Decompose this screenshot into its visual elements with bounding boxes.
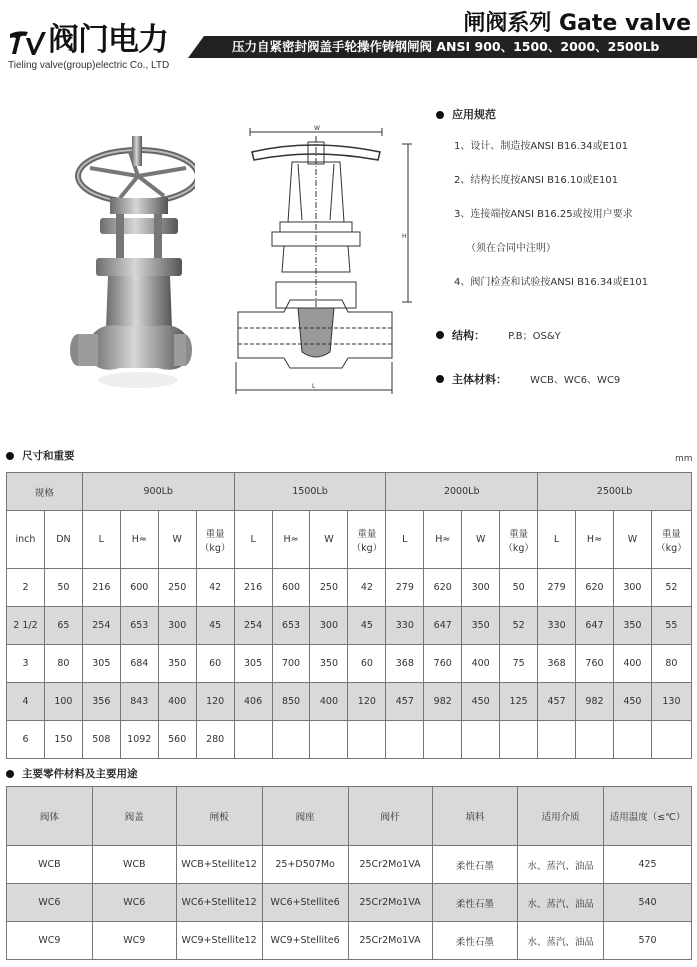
table-cell: 25Cr2Mo1VA (348, 922, 432, 960)
material-col-header: 阀体 (7, 787, 93, 846)
table-cell: 982 (576, 683, 614, 721)
table-cell: WC6 (92, 884, 176, 922)
col-header-h: H≈ (576, 511, 614, 569)
table-cell: 760 (576, 645, 614, 683)
table-cell: 250 (158, 569, 196, 607)
table-cell: 254 (82, 607, 120, 645)
table-row (7, 683, 692, 721)
table-cell: 279 (386, 569, 424, 607)
table-cell: 2 1/2 (7, 607, 45, 645)
col-header-weight: 重量（kg） (651, 511, 691, 569)
spec-item-4: 4、阀门检查和试验按ANSI B16.34或E101 (454, 277, 649, 288)
material-row (436, 368, 620, 387)
material-col-header: 适用介质 (518, 787, 604, 846)
table-cell: WCB+Stellite12 (176, 846, 262, 884)
table-row (7, 569, 692, 607)
table-cell: 305 (82, 645, 120, 683)
table-cell: 400 (158, 683, 196, 721)
product-title-bar: 压力自紧密封阀盖手轮操作铸钢闸阀 ANSI 900、1500、2000、2500Lb (188, 36, 697, 58)
table-cell: WCB (92, 846, 176, 884)
col-header-weight: 重量（kg） (500, 511, 538, 569)
table-cell: 982 (424, 683, 462, 721)
table-cell: WC9+Stellite6 (262, 922, 348, 960)
table-cell: 350 (158, 645, 196, 683)
drawing-w-label: W (314, 125, 320, 132)
table-cell: 368 (538, 645, 576, 683)
table-cell: 250 (310, 569, 348, 607)
table-cell: 25Cr2Mo1VA (348, 846, 432, 884)
bullet-icon (6, 452, 14, 460)
material-col-header: 阀杆 (348, 787, 432, 846)
table-cell: 457 (538, 683, 576, 721)
company-logo (8, 28, 46, 56)
spec-item-2: 2、结构长度按ANSI B16.10或E101 (454, 175, 619, 186)
table-cell: 647 (576, 607, 614, 645)
table-cell (651, 721, 691, 759)
material-col-header: 阀盖 (92, 787, 176, 846)
brand-subtitle: Tieling valve(group)electric Co., LTD (8, 60, 170, 71)
table-cell: 80 (44, 645, 82, 683)
class-header-2500: 2500Lb (538, 473, 692, 511)
table-cell: 700 (272, 645, 310, 683)
table-cell: 50 (500, 569, 538, 607)
table-cell: 柔性石墨 (432, 846, 518, 884)
table-row (7, 645, 692, 683)
unit-label: mm (675, 454, 693, 464)
col-header-weight: 重量（kg） (196, 511, 234, 569)
table-cell: 620 (576, 569, 614, 607)
table-cell (272, 721, 310, 759)
table-cell (348, 721, 386, 759)
table-cell: 508 (82, 721, 120, 759)
table-cell (386, 721, 424, 759)
table-cell: 254 (234, 607, 272, 645)
class-header-2000: 2000Lb (386, 473, 538, 511)
table-cell: 150 (44, 721, 82, 759)
col-header-w: W (310, 511, 348, 569)
table-cell: 42 (348, 569, 386, 607)
col-header-h: H≈ (424, 511, 462, 569)
table-cell: 130 (651, 683, 691, 721)
table-cell: WC6+Stellite12 (176, 884, 262, 922)
table-cell: 100 (44, 683, 82, 721)
table-cell: 330 (538, 607, 576, 645)
table-cell: 647 (424, 607, 462, 645)
table-cell: 350 (462, 607, 500, 645)
table-cell: 300 (462, 569, 500, 607)
table-cell: WC9 (92, 922, 176, 960)
table-cell: WCB (7, 846, 93, 884)
table-cell: 水、蒸汽、油品 (518, 884, 604, 922)
bullet-icon (436, 111, 444, 119)
table-cell: 653 (120, 607, 158, 645)
table-cell: 120 (348, 683, 386, 721)
drawing-l-label: L (312, 383, 316, 390)
table-cell: 45 (196, 607, 234, 645)
table-cell: 65 (44, 607, 82, 645)
table-cell: 柔性石墨 (432, 922, 518, 960)
table-cell: 水、蒸汽、油品 (518, 846, 604, 884)
table-row (7, 922, 692, 960)
table-row (7, 884, 692, 922)
table-cell: 柔性石墨 (432, 884, 518, 922)
table-cell: 55 (651, 607, 691, 645)
material-value: WCB、WC6、WC9 (530, 375, 621, 386)
class-header-1500: 1500Lb (234, 473, 386, 511)
spec-item-3: 3、连接端按ANSI B16.25或按用户要求 (454, 209, 633, 220)
table-row (7, 607, 692, 645)
table-cell: 52 (651, 569, 691, 607)
table-cell: 125 (500, 683, 538, 721)
table-cell: 60 (348, 645, 386, 683)
table-cell: WC9+Stellite12 (176, 922, 262, 960)
table-cell: 600 (120, 569, 158, 607)
table-cell: 330 (386, 607, 424, 645)
table-cell: 450 (462, 683, 500, 721)
table-cell: 850 (272, 683, 310, 721)
col-header-h: H≈ (272, 511, 310, 569)
col-header-weight: 重量（kg） (348, 511, 386, 569)
valve-photo (60, 128, 195, 393)
table-cell: 400 (310, 683, 348, 721)
table-cell (424, 721, 462, 759)
table-cell (538, 721, 576, 759)
col-header-w: W (613, 511, 651, 569)
col-header-h: H≈ (120, 511, 158, 569)
class-header-900: 900Lb (82, 473, 234, 511)
dimensions-title-text: 尺寸和重要 (22, 450, 75, 462)
table-cell: 6 (7, 721, 45, 759)
table-cell: 80 (651, 645, 691, 683)
dimensions-table (6, 472, 692, 759)
brand-name: 阀门电力 (48, 22, 168, 58)
table-cell: 570 (604, 922, 692, 960)
structure-label: 结构： (452, 329, 485, 342)
table-cell: 760 (424, 645, 462, 683)
table-cell: 350 (310, 645, 348, 683)
dimensions-title (6, 448, 75, 463)
table-cell: 457 (386, 683, 424, 721)
table-cell: 600 (272, 569, 310, 607)
table-cell: 400 (462, 645, 500, 683)
table-row (7, 846, 692, 884)
materials-title (6, 766, 138, 781)
table-cell: 400 (613, 645, 651, 683)
table-cell: 843 (120, 683, 158, 721)
material-col-header: 适用温度（≤℃） (604, 787, 692, 846)
table-cell: 1092 (120, 721, 158, 759)
col-header-l: L (386, 511, 424, 569)
table-cell: 450 (613, 683, 651, 721)
table-cell: WC6+Stellite6 (262, 884, 348, 922)
table-cell: 25+D507Mo (262, 846, 348, 884)
table-cell: 25Cr2Mo1VA (348, 884, 432, 922)
table-cell (234, 721, 272, 759)
table-cell: 300 (613, 569, 651, 607)
table-cell: 300 (310, 607, 348, 645)
bullet-icon (6, 770, 14, 778)
table-cell: 653 (272, 607, 310, 645)
spec-heading-text: 应用规范 (452, 108, 496, 121)
col-header-w: W (158, 511, 196, 569)
spec-heading (436, 106, 496, 122)
valve-technical-drawing (232, 122, 412, 397)
structure-row (436, 324, 561, 343)
table-cell (613, 721, 651, 759)
table-cell: 75 (500, 645, 538, 683)
materials-table (6, 786, 692, 960)
table-cell: 305 (234, 645, 272, 683)
table-cell (310, 721, 348, 759)
table-cell: 406 (234, 683, 272, 721)
table-cell: 216 (234, 569, 272, 607)
table-cell: 350 (613, 607, 651, 645)
drawing-h-label: H (402, 233, 407, 240)
table-cell: WC6 (7, 884, 93, 922)
bullet-icon (436, 331, 444, 339)
table-cell: 300 (158, 607, 196, 645)
col-header-w: W (462, 511, 500, 569)
materials-title-text: 主要零件材料及主要用途 (22, 768, 138, 780)
table-cell: 560 (158, 721, 196, 759)
material-col-header: 填料 (432, 787, 518, 846)
table-cell: 620 (424, 569, 462, 607)
table-cell: 540 (604, 884, 692, 922)
table-cell: 2 (7, 569, 45, 607)
table-cell: 水、蒸汽、油品 (518, 922, 604, 960)
table-cell: 279 (538, 569, 576, 607)
table-cell: 45 (348, 607, 386, 645)
table-cell: 4 (7, 683, 45, 721)
table-cell: 216 (82, 569, 120, 607)
table-cell: 42 (196, 569, 234, 607)
table-cell: 356 (82, 683, 120, 721)
col-header-inch: inch (7, 511, 45, 569)
table-cell (500, 721, 538, 759)
table-cell: 368 (386, 645, 424, 683)
table-cell: 425 (604, 846, 692, 884)
material-label: 主体材料： (452, 373, 507, 386)
table-cell: 120 (196, 683, 234, 721)
table-cell: WC9 (7, 922, 93, 960)
logo-text: TV (8, 28, 10, 29)
material-col-header: 闸板 (176, 787, 262, 846)
table-cell: 3 (7, 645, 45, 683)
table-row (7, 721, 692, 759)
spec-item-1: 1、设计、制造按ANSI B16.34或E101 (454, 141, 629, 152)
structure-value: P.B；OS&Y (508, 331, 561, 342)
spec-header: 规格 (7, 473, 83, 511)
table-cell: 52 (500, 607, 538, 645)
table-cell (576, 721, 614, 759)
col-header-l: L (538, 511, 576, 569)
bullet-icon (436, 375, 444, 383)
spec-item-3-note: （须在合同中注明） (466, 243, 556, 254)
table-cell: 684 (120, 645, 158, 683)
table-cell: 280 (196, 721, 234, 759)
table-cell: 60 (196, 645, 234, 683)
table-cell (462, 721, 500, 759)
col-header-l: L (234, 511, 272, 569)
col-header-dn: DN (44, 511, 82, 569)
material-col-header: 阀座 (262, 787, 348, 846)
table-cell: 50 (44, 569, 82, 607)
col-header-l: L (82, 511, 120, 569)
series-title: 闸阀系列 Gate valve (463, 11, 691, 36)
